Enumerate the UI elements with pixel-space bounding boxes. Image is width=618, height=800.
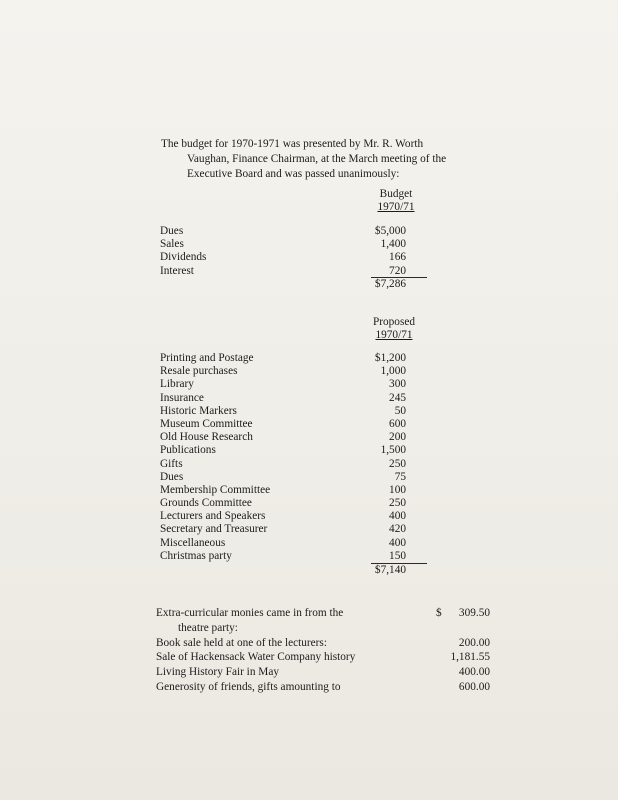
expense-label: Historic Markers	[160, 404, 237, 417]
income-amount: 1,400	[380, 238, 406, 251]
expense-amount: 1,000	[380, 365, 406, 378]
expense-amount: 150	[389, 549, 406, 562]
income-label: Dues	[160, 225, 184, 237]
expense-label: Gifts	[160, 457, 183, 470]
extra-intro-continuation: theatre party:	[178, 621, 238, 634]
extra-currency: $	[436, 607, 442, 619]
expense-label: Christmas party	[160, 549, 232, 562]
extra-monies-section	[156, 606, 496, 695]
expense-amount: 250	[389, 457, 406, 470]
expense-amount: 75	[394, 470, 406, 483]
extra-row	[156, 665, 496, 680]
expense-label: Printing and Postage	[160, 352, 254, 364]
expense-label: Secretary and Treasurer	[160, 523, 268, 536]
expense-label: Insurance	[160, 391, 204, 404]
expense-amount: 300	[389, 378, 406, 391]
expense-label: Resale purchases	[160, 365, 238, 378]
income-header	[366, 188, 426, 214]
expense-header-year: 1970/71	[375, 329, 413, 341]
expense-label: Miscellaneous	[160, 536, 226, 549]
income-amount: 166	[389, 251, 406, 264]
extra-row	[156, 621, 496, 636]
expense-label: Library	[160, 378, 194, 391]
income-header-title: Budget	[379, 188, 413, 200]
extra-row	[156, 680, 496, 695]
expense-amount: 245	[389, 391, 406, 404]
expense-amount: 400	[389, 536, 406, 549]
expense-header-title: Proposed	[372, 316, 416, 328]
expense-amount: $1,200	[374, 352, 406, 364]
extra-amount: 600.00	[458, 680, 490, 693]
intro-line-3: Executive Board and was passed unanimously:	[187, 168, 400, 180]
extra-amount: 309.50	[458, 607, 490, 619]
income-label: Sales	[160, 238, 184, 251]
expense-amount: 600	[389, 417, 406, 430]
expense-amount: 1,500	[380, 444, 406, 457]
expense-total: $7,140	[374, 564, 406, 576]
income-amount: $5,000	[374, 225, 406, 237]
income-header-year: 1970/71	[377, 201, 415, 213]
extra-amount: 200.00	[458, 636, 490, 649]
extra-intro-line: Extra-curricular monies came in from the	[156, 607, 344, 619]
expense-label: Dues	[160, 470, 184, 483]
extra-row	[156, 650, 496, 665]
extra-label: Book sale held at one of the lecturers:	[156, 636, 327, 649]
income-total: $7,286	[374, 278, 406, 290]
income-label: Dividends	[160, 251, 207, 264]
expense-label: Lecturers and Speakers	[160, 510, 266, 523]
intro-paragraph	[161, 137, 481, 182]
extra-row	[156, 636, 496, 651]
extra-row	[156, 606, 496, 621]
expense-amount: 100	[389, 483, 406, 496]
intro-line-1: The budget for 1970-1971 was presented by Mr. R. Worth	[161, 138, 424, 150]
expense-amount: 250	[389, 497, 406, 510]
expense-label: Old House Research	[160, 431, 253, 444]
intro-line-2: Vaughan, Finance Chairman, at the March meeting of the	[187, 153, 447, 165]
expense-amount: 400	[389, 510, 406, 523]
extra-amount: 400.00	[458, 666, 490, 679]
expense-label: Grounds Committee	[160, 497, 252, 510]
extra-label: Generosity of friends, gifts amounting to	[156, 680, 341, 693]
extra-amount: 1,181.55	[450, 651, 490, 664]
income-label: Interest	[160, 264, 194, 277]
expense-amount: 200	[389, 431, 406, 444]
extra-label: Sale of Hackensack Water Company history	[156, 651, 356, 664]
expense-amount: 420	[389, 523, 406, 536]
income-amount: 720	[389, 264, 406, 277]
expense-label: Membership Committee	[160, 483, 271, 496]
expense-header	[364, 316, 424, 342]
extra-label: Living History Fair in May	[156, 666, 280, 679]
expense-label: Museum Committee	[160, 417, 253, 430]
expense-amount: 50	[394, 404, 406, 417]
expense-label: Publications	[160, 444, 216, 457]
